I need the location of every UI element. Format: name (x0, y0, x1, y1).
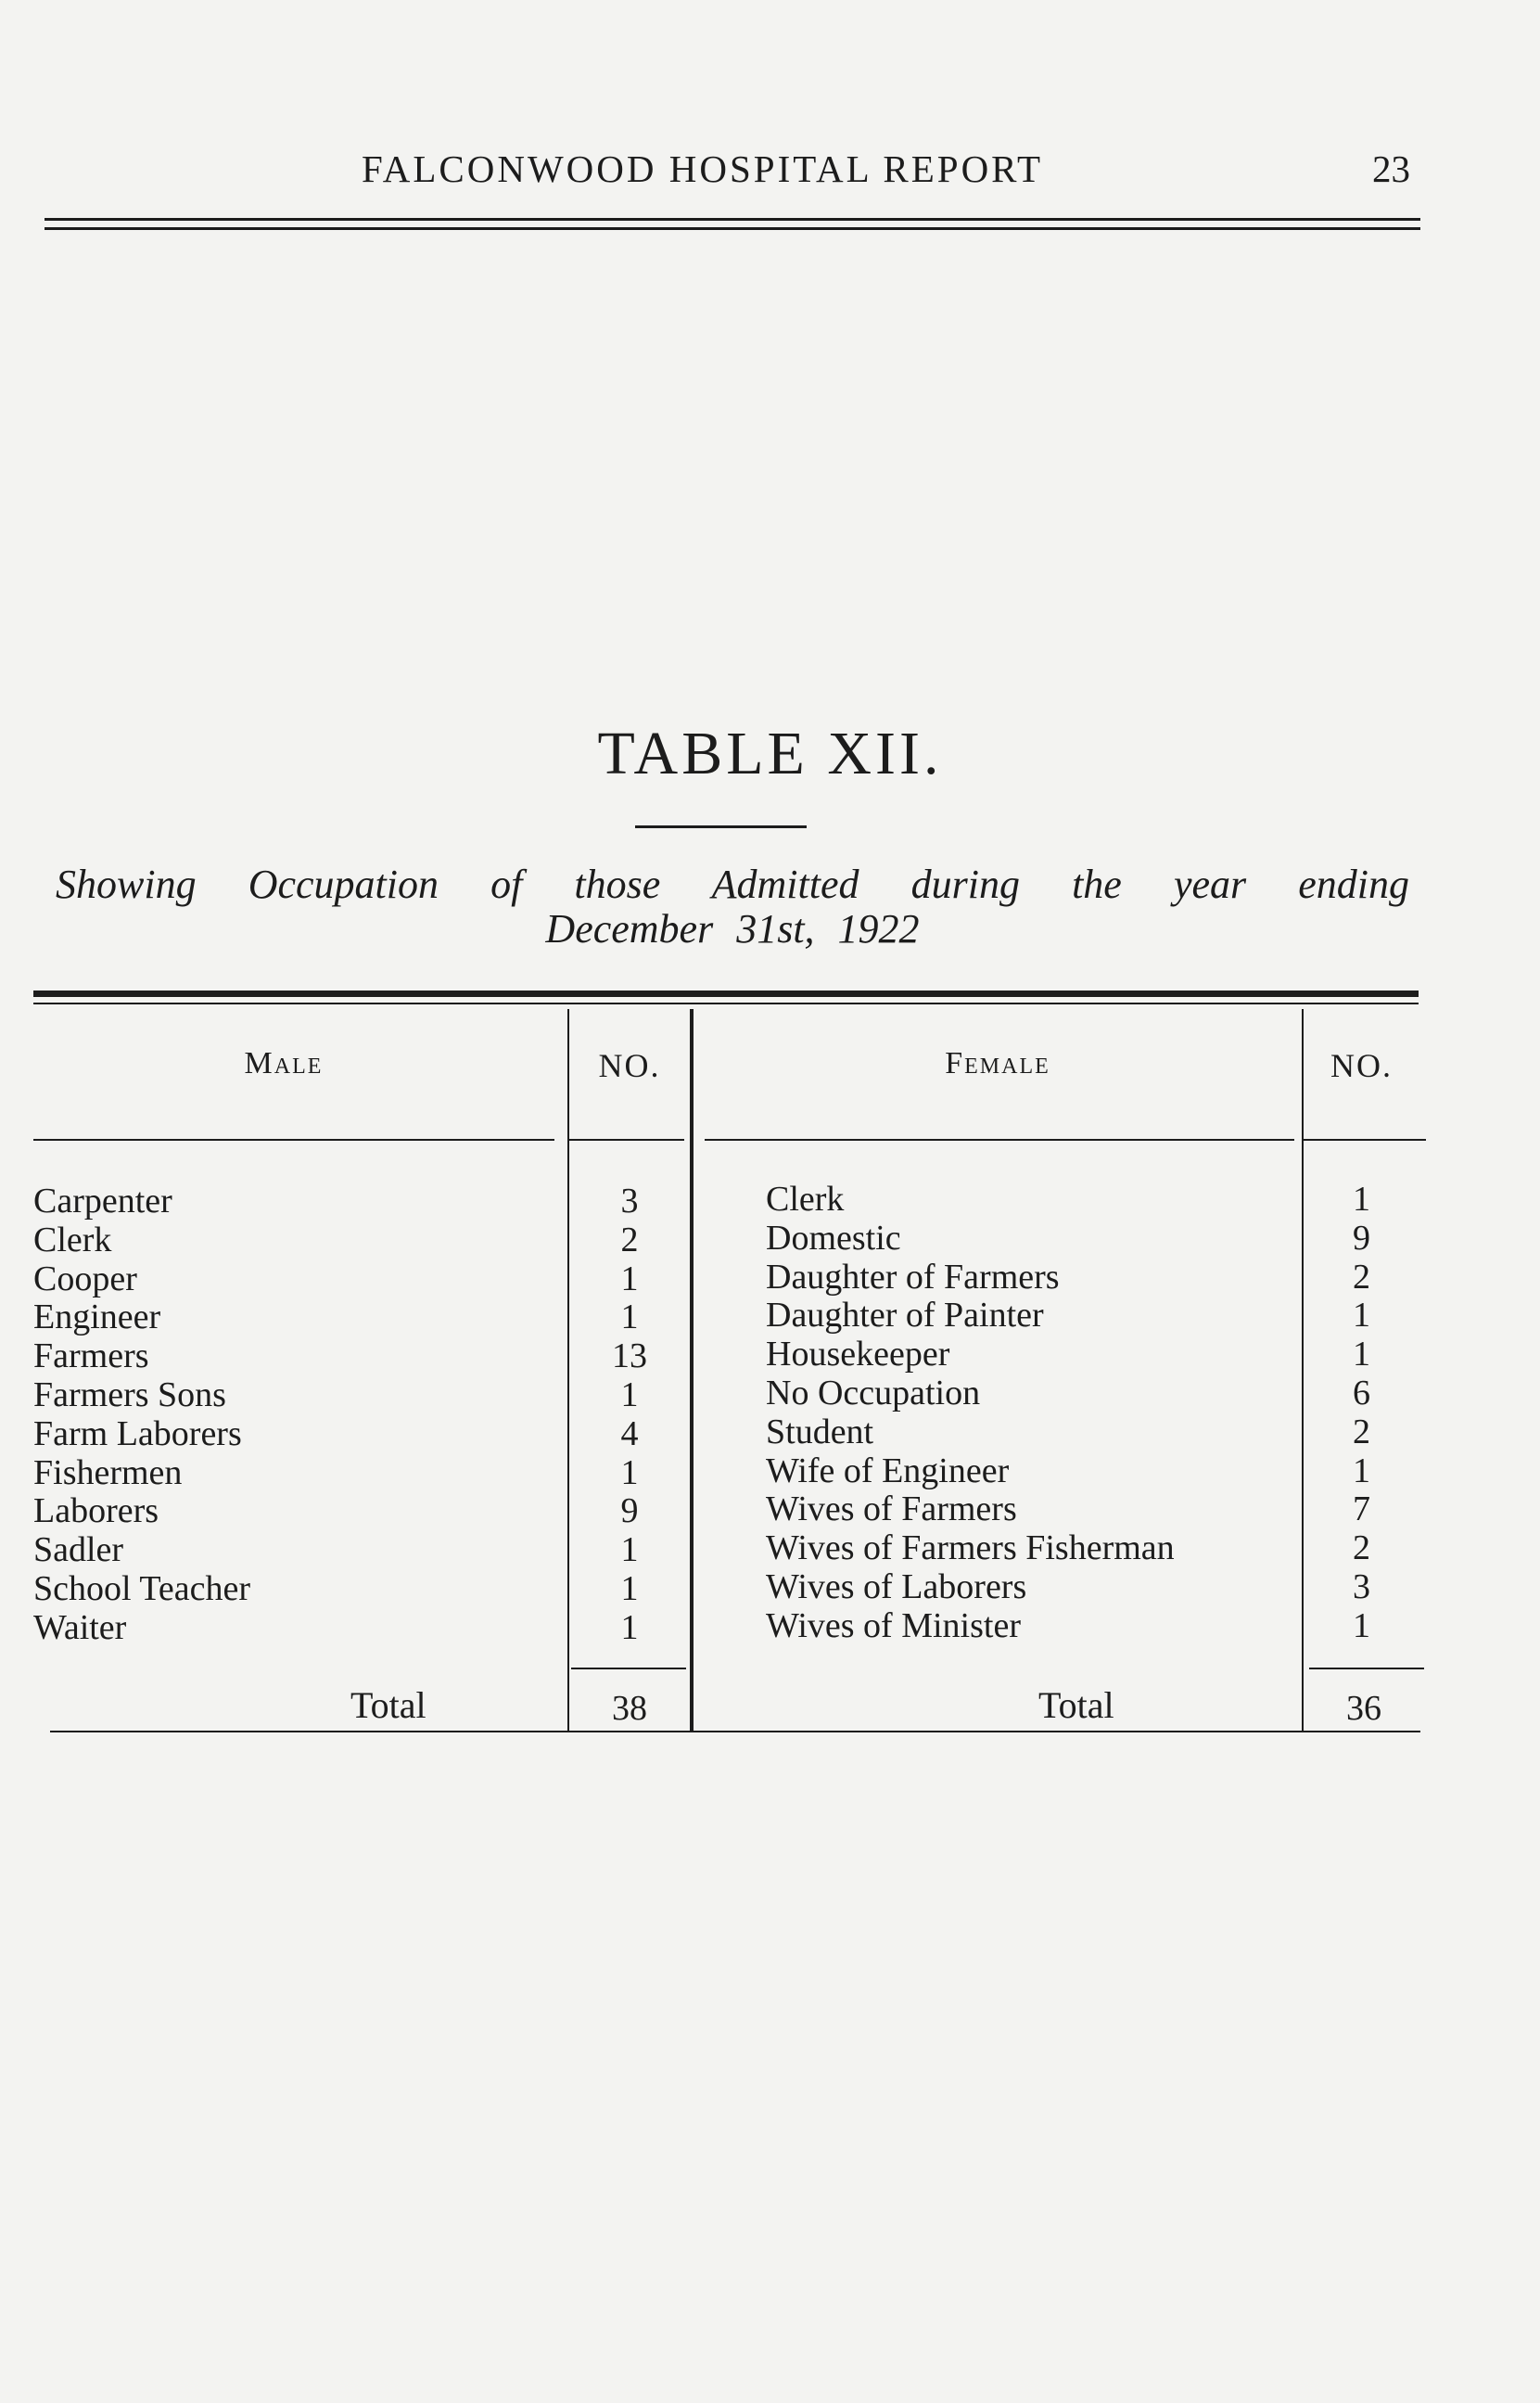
table-row (766, 1374, 1424, 1413)
male-count: 1 (620, 1607, 639, 1647)
table-row (766, 1452, 1424, 1491)
male-count: 13 (612, 1336, 647, 1376)
female-occupation: Domestic (766, 1218, 901, 1258)
male-count: 9 (620, 1491, 639, 1531)
running-head (0, 147, 1540, 202)
table-row (33, 1531, 692, 1570)
header-female: Female (945, 1046, 1050, 1080)
male-occupation: Sadler (33, 1530, 124, 1570)
header-underline-female (705, 1139, 1294, 1141)
header-rule-bottom (45, 227, 1420, 230)
header-male: Male (244, 1046, 324, 1080)
table-row (33, 1415, 692, 1454)
total-rule-male-no (571, 1668, 686, 1669)
male-total-label: Total (350, 1684, 426, 1726)
table-row (766, 1336, 1424, 1374)
header-male-no: NO. (598, 1047, 661, 1084)
table-row (33, 1221, 692, 1260)
table-row (766, 1568, 1424, 1607)
male-occupation: Cooper (33, 1259, 137, 1298)
female-count: 6 (1353, 1373, 1370, 1412)
table-rule-heavy (33, 991, 1419, 997)
table-row (766, 1490, 1424, 1529)
female-rows (766, 1181, 1424, 1646)
female-occupation: Housekeeper (766, 1335, 950, 1374)
male-rows (33, 1182, 692, 1648)
male-count: 1 (620, 1297, 639, 1337)
header-underline-male (33, 1139, 554, 1141)
table-subtitle (56, 863, 1409, 952)
female-count: 9 (1353, 1218, 1370, 1258)
table-row (766, 1297, 1424, 1336)
table-rule-thin (33, 1003, 1419, 1004)
female-count: 3 (1353, 1566, 1370, 1606)
female-count: 2 (1353, 1412, 1370, 1451)
male-occupation: Waiter (33, 1607, 127, 1647)
female-count: 1 (1353, 1335, 1370, 1374)
male-count: 1 (620, 1452, 639, 1492)
male-count: 4 (620, 1413, 639, 1453)
table-row (33, 1298, 692, 1337)
female-total-label: Total (1038, 1684, 1114, 1726)
table-row (33, 1337, 692, 1376)
female-occupation: Daughter of Farmers (766, 1257, 1060, 1297)
table-row (766, 1529, 1424, 1568)
running-title: FALCONWOOD HOSPITAL REPORT (362, 147, 1044, 190)
male-total-value: 38 (612, 1689, 647, 1728)
table-row (33, 1182, 692, 1221)
header-underline-female-no (1304, 1139, 1426, 1141)
male-count: 1 (620, 1259, 639, 1298)
subtitle-line-1: Showing Occupation of those Admitted during the year ending (56, 862, 1409, 907)
table-row (766, 1220, 1424, 1259)
header-underline-male-no (569, 1139, 684, 1141)
table-row (766, 1413, 1424, 1452)
male-occupation: Clerk (33, 1220, 112, 1259)
female-total-value: 36 (1346, 1689, 1381, 1728)
female-count: 2 (1353, 1528, 1370, 1568)
male-occupation: Fishermen (33, 1452, 183, 1492)
table-row (33, 1260, 692, 1299)
table-row (33, 1492, 692, 1531)
table-title: TABLE XII. (597, 720, 943, 787)
female-occupation: Daughter of Painter (766, 1296, 1044, 1336)
table-row (33, 1454, 692, 1493)
table-row (766, 1259, 1424, 1297)
female-count: 1 (1353, 1296, 1370, 1336)
female-occupation: Wives of Minister (766, 1605, 1021, 1645)
female-occupation: Wives of Laborers (766, 1566, 1027, 1606)
female-occupation: Wife of Engineer (766, 1451, 1010, 1490)
header-female-no: NO. (1330, 1047, 1393, 1084)
female-occupation: No Occupation (766, 1373, 981, 1412)
female-count: 1 (1353, 1605, 1370, 1645)
male-count: 2 (620, 1220, 639, 1259)
male-occupation: Carpenter (33, 1182, 172, 1221)
table-row (33, 1570, 692, 1609)
female-occupation: Clerk (766, 1180, 845, 1219)
female-occupation: Wives of Farmers (766, 1489, 1017, 1529)
table-row (33, 1376, 692, 1415)
table-row (33, 1609, 692, 1648)
table-row (766, 1607, 1424, 1646)
male-occupation: Farmers (33, 1336, 149, 1376)
female-occupation: Wives of Farmers Fisherman (766, 1528, 1175, 1568)
male-count: 1 (620, 1374, 639, 1414)
female-count: 7 (1353, 1489, 1370, 1529)
header-rule-top (45, 218, 1420, 221)
male-count: 3 (620, 1182, 639, 1221)
female-count: 1 (1353, 1451, 1370, 1490)
male-occupation: Farmers Sons (33, 1374, 226, 1414)
female-count: 1 (1353, 1180, 1370, 1219)
subtitle-line-2: December 31st, 1922 (545, 906, 920, 952)
table-row (766, 1181, 1424, 1220)
male-count: 1 (620, 1530, 639, 1570)
table-bottom-rule (50, 1731, 1420, 1732)
male-count: 1 (620, 1568, 639, 1608)
female-count: 2 (1353, 1257, 1370, 1297)
female-occupation: Student (766, 1412, 874, 1451)
male-occupation: Laborers (33, 1491, 159, 1531)
male-occupation: Engineer (33, 1297, 161, 1337)
title-underline (635, 825, 807, 828)
page-number: 23 (1372, 147, 1410, 190)
male-occupation: Farm Laborers (33, 1413, 242, 1453)
total-rule-female-no (1309, 1668, 1424, 1669)
male-occupation: School Teacher (33, 1568, 251, 1608)
